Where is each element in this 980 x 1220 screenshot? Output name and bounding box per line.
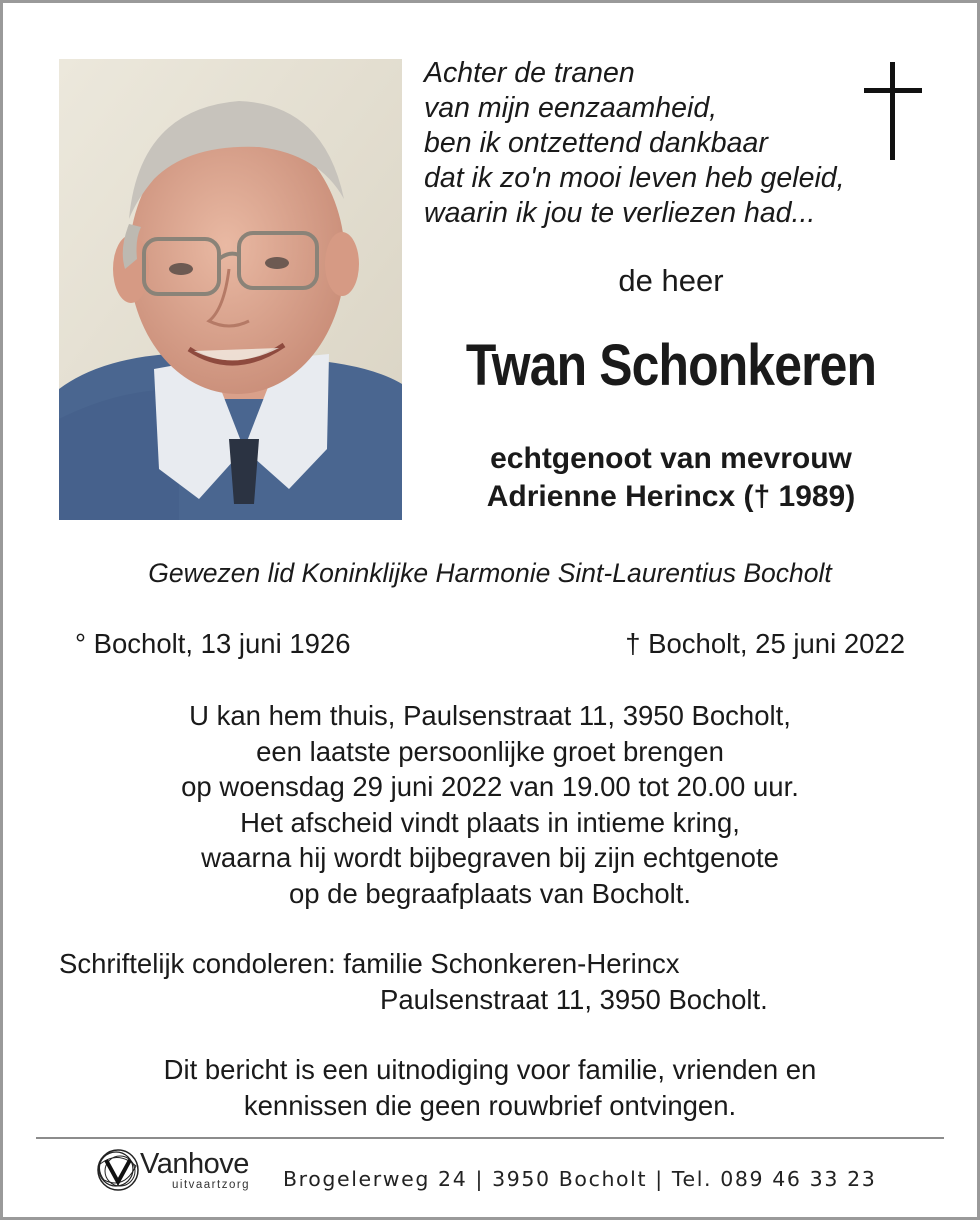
death-date: † Bocholt, 25 juni 2022 <box>625 628 905 659</box>
visitation-line: waarna hij wordt bijbegraven bij zijn echtgenote <box>201 842 779 874</box>
visitation-line: op woensdag 29 juni 2022 van 19.00 tot 20.00 uur. <box>181 771 799 803</box>
condolence-line: Schriftelijk condoleren: familie Schonkeren-Herincx <box>59 948 680 979</box>
visitation-line: Het afscheid vindt plaats in intieme kring, <box>240 806 740 838</box>
poem-line: dat ik zo'n mooi leven heb geleid, <box>424 162 845 194</box>
salutation: de heer <box>618 263 724 298</box>
footer-divider <box>36 1137 944 1139</box>
poem-line: Achter de tranen <box>424 57 635 89</box>
membership-line: Gewezen lid Koninklijke Harmonie Sint-Laurentius Bocholt <box>148 558 832 588</box>
birth-date: ° Bocholt, 13 juni 1926 <box>75 628 351 659</box>
poem-line: ben ik ontzettend dankbaar <box>424 127 768 159</box>
notice-line: kennissen die geen rouwbrief ontvingen. <box>243 1090 737 1121</box>
cross-icon <box>864 62 922 160</box>
portrait-photo <box>59 59 402 520</box>
spouse-line: Adrienne Herincx († 1989) <box>486 480 856 513</box>
spouse-line: echtgenoot van mevrouw <box>490 442 852 475</box>
visitation-line: U kan hem thuis, Paulsenstraat 11, 3950 Bocholt, <box>189 700 791 731</box>
notice-line: Dit bericht is een uitnodiging voor familie, vrienden en <box>163 1054 817 1085</box>
footer-contact: Brogelerweg 24 | 3950 Bocholt | Tel. 089 46 33 23 <box>283 1167 877 1191</box>
spouse-info <box>420 440 922 516</box>
logo-mark-icon <box>94 1146 142 1194</box>
visitation-info <box>0 698 980 912</box>
logo-name: Vanhove <box>140 1148 249 1180</box>
poem-line: van mijn eenzaamheid, <box>424 92 718 124</box>
poem-line: waarin ik jou te verliezen had... <box>424 197 816 229</box>
logo-subtitle: uitvaartzorg <box>172 1179 251 1191</box>
invitation-notice <box>0 1052 980 1124</box>
visitation-line: op de begraafplaats van Bocholt. <box>288 877 692 909</box>
deceased-name: Twan Schonkeren <box>465 333 877 398</box>
funeral-home-logo <box>94 1146 274 1196</box>
visitation-line: een laatste persoonlijke groet brengen <box>256 735 724 767</box>
condolence-address: Paulsenstraat 11, 3950 Bocholt. <box>380 984 768 1015</box>
poem <box>424 56 864 231</box>
